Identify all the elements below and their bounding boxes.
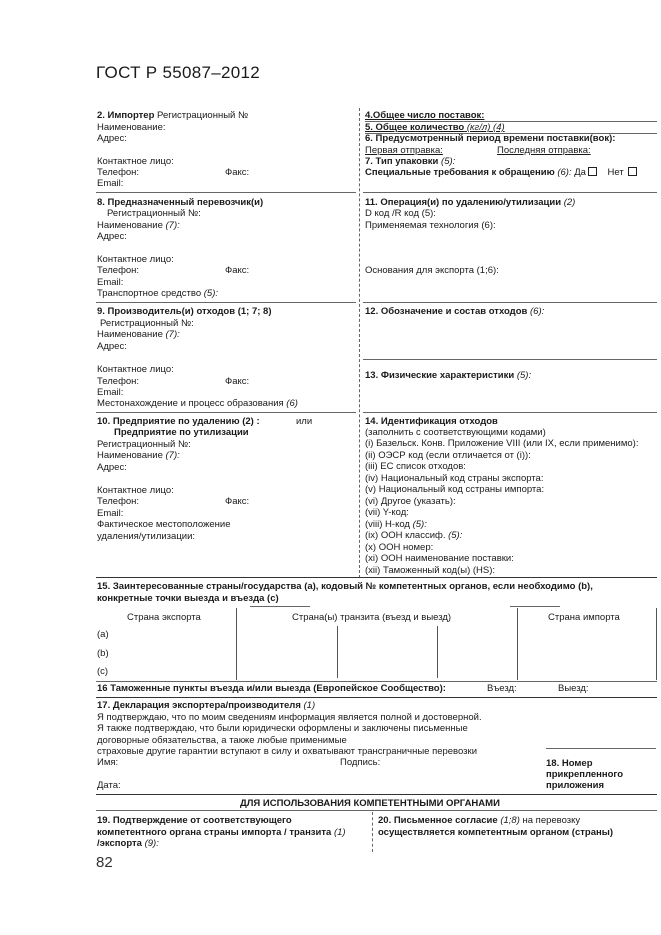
producer-fax-label: Факс: [225, 376, 250, 387]
waste-code-item: (iv) Национальный код страны экспорта: [365, 473, 544, 484]
divider-before-s16 [96, 681, 657, 682]
countries-column-divider [656, 608, 657, 680]
declaration-line: Я также подтверждаю, что были юридически оформлены и заключены письменные [97, 723, 468, 734]
facility-phone-label: Телефон: [97, 496, 140, 507]
disposal-facility-title: 10. Предприятие по удалению (2) : [97, 416, 260, 427]
declaration-line: страховые другие гарантии вступают в силу и охватывают трансграничные перевозки [97, 746, 477, 757]
producer-title: 9. Производитель(и) отходов (1; 7; 8) [97, 306, 272, 317]
facility-contact-label: Контактное лицо: [97, 485, 174, 496]
written-consent-line1: 20. Письменное согласие (1;8) на перевозку [378, 815, 581, 826]
confirmation-line3: /экспорта (9): [97, 838, 159, 849]
column-divider [359, 108, 360, 578]
countries-header-rule-2 [250, 606, 310, 607]
attachment-number-label-2: прикрепленного [546, 769, 624, 780]
waste-code-item: (iii) ЕС список отходов: [365, 461, 466, 472]
divider-after-s9 [96, 412, 356, 413]
waste-identification-title: 14. Идентификация отходов [365, 416, 498, 427]
declaration-name-label: Имя: [97, 757, 119, 768]
facility-address-label: Адрес: [97, 462, 127, 473]
waste-code-item: (ix) ООН классиф. (5): [365, 530, 463, 541]
producer-phone-label: Телефон: [97, 376, 140, 387]
import-country-header: Страна импорта [548, 612, 620, 623]
countries-title-line1: 15. Заинтересованные страны/государства (а), кодовый № компетентных органов, если необходимо (b), [97, 581, 593, 592]
attachment-number-label: 18. Номер [546, 758, 593, 769]
authority-column-divider [372, 812, 373, 852]
divider-before-authority [96, 794, 657, 795]
producer-reg-label: Регистрационный №: [100, 318, 194, 329]
waste-code-item: (xi) ООН наименование поставки: [365, 553, 514, 564]
countries-title-line2: конкретные точки выезда и въезда (с) [97, 593, 279, 604]
carrier-transport-label: Транспортное средство (5): [97, 288, 219, 299]
authority-use-title: ДЛЯ ИСПОЛЬЗОВАНИЯ КОМПЕТЕНТНЫМИ ОРГАНАМИ [240, 798, 500, 809]
export-country-header: Страна экспорта [127, 612, 201, 623]
waste-designation-title: 12. Обозначение и состав отходов (6): [365, 306, 545, 317]
facility-fax-label: Факс: [225, 496, 250, 507]
facility-name-label: Наименование (7): [97, 450, 180, 461]
confirmation-line2: компетентного органа страны импорта / транзита (1) [97, 827, 346, 838]
shipment-period-label: 6. Предусмотренный период времени поставки(вок): [365, 133, 616, 144]
yes-checkbox[interactable] [588, 167, 597, 176]
waste-code-item: (v) Национальный код сстраны импорта: [365, 484, 545, 495]
actual-location-label: Фактическое местоположение [97, 519, 231, 530]
customs-points-title: 16 Таможенные пункты въезда и/или выезда (Европейское Сообщество): [97, 683, 446, 694]
export-reasons-label: Основания для экспорта (1;6): [365, 265, 499, 276]
first-shipment-label: Первая отправка: [365, 145, 443, 156]
d-r-code-label: D код /R код (5): [365, 208, 436, 219]
importer-email-label: Email: [97, 178, 124, 189]
country-row-label: (c) [97, 666, 109, 677]
facility-email-label: Email: [97, 508, 124, 519]
customs-exit-label: Выезд: [558, 683, 589, 694]
producer-name-label: Наименование (7): [97, 329, 180, 340]
divider-after-s13 [363, 412, 657, 413]
importer-fax-label: Факс: [225, 167, 250, 178]
special-handling-label: Специальные требования к обращению (6): Да Нет [365, 167, 637, 178]
countries-column-divider [517, 608, 518, 680]
divider-after-s2 [96, 192, 356, 193]
producer-contact-label: Контактное лицо: [97, 364, 174, 375]
countries-column-divider [337, 626, 338, 678]
carrier-phone-label: Телефон: [97, 265, 140, 276]
carrier-title: 8. Предназначенный перевозчик(и) [97, 197, 264, 208]
divider-after-s8 [96, 302, 356, 303]
packaging-type-label: 7. Тип упаковки (5): [365, 156, 456, 167]
declaration-date-label: Дата: [97, 780, 121, 791]
waste-identification-subtitle: (заполнить с соответствующими кодами) [365, 427, 546, 438]
facility-reg-label: Регистрационный №: [97, 439, 191, 450]
transit-country-header: Страна(ы) транзита (въезд и выезд) [292, 612, 452, 623]
importer-phone-label: Телефон: [97, 167, 140, 178]
total-quantity-label: 5. Общее количество (кг/л) (4) [365, 122, 505, 133]
countries-header-rule [510, 606, 560, 607]
disposal-operation-title: 11. Операция(и) по удалению/утилизации (2) [365, 197, 576, 208]
divider-after-authority [96, 810, 657, 811]
waste-code-item: (viii) H-код (5): [365, 519, 427, 530]
waste-code-item: (x) ООН номер: [365, 542, 434, 553]
importer-address-label: Адрес: [97, 133, 127, 144]
recovery-facility-title: Предприятие по утилизации [114, 427, 249, 438]
waste-code-item: (vi) Другое (указать): [365, 496, 456, 507]
standard-header: ГОСТ Р 55087–2012 [96, 63, 261, 82]
carrier-name-label: Наименование (7): [97, 220, 180, 231]
producer-email-label: Email: [97, 387, 124, 398]
divider-after-s11 [363, 302, 657, 303]
attachment-box-top [546, 748, 656, 749]
carrier-contact-label: Контактное лицо: [97, 254, 174, 265]
written-consent-line2: осуществляется компетентным органом (страны) [378, 827, 614, 838]
waste-code-item: (ii) ОЭСР код (если отличается от (i)): [365, 450, 531, 461]
declaration-line: договорные обязательства, а также любые применимые [97, 735, 347, 746]
countries-column-divider [437, 626, 438, 678]
carrier-address-label: Адрес: [97, 231, 127, 242]
carrier-email-label: Email: [97, 277, 124, 288]
waste-code-item: (xii) Таможенный код(ы) (HS): [365, 565, 496, 576]
declaration-title: 17. Декларация экспортера/производителя (1) [97, 700, 316, 711]
carrier-fax-label: Факс: [225, 265, 250, 276]
country-row-label: (a) [97, 629, 109, 640]
total-shipments-label: 4.Общее число поставок: [365, 110, 485, 121]
divider-before-s15 [96, 577, 657, 578]
page-number: 82 [96, 854, 113, 871]
divider-before-s17 [96, 697, 657, 698]
actual-location-label-2: удаления/утилизации: [97, 531, 196, 542]
confirmation-line1: 19. Подтверждение от соответствующего [97, 815, 292, 826]
last-shipment-label: Последняя отправка: [497, 145, 591, 156]
divider-after-s12 [363, 359, 657, 360]
no-checkbox[interactable] [628, 167, 637, 176]
customs-entry-label: Въезд: [487, 683, 517, 694]
countries-column-divider [236, 608, 237, 680]
importer-name-label: Наименование: [97, 122, 166, 133]
producer-address-label: Адрес: [97, 341, 127, 352]
physical-characteristics-title: 13. Физические характеристики (5): [365, 370, 532, 381]
declaration-line: Я подтверждаю, что по моим сведениям информация является полной и достоверной. [97, 712, 482, 723]
disposal-or-label: или [296, 416, 313, 427]
carrier-reg-label: Регистрационный №: [107, 208, 201, 219]
technology-label: Применяемая технология (6): [365, 220, 496, 231]
divider-after-s7 [363, 192, 657, 193]
waste-code-item: (vii) Y-код: [365, 507, 409, 518]
importer-contact-label: Контактное лицо: [97, 156, 174, 167]
producer-location-label: Местонахождение и процесс образования (6) [97, 398, 298, 409]
waste-code-item: (i) Базельск. Конв. Приложение VIII (или IX, если применимо): [365, 438, 639, 449]
declaration-signature-label: Подпись: [340, 757, 381, 768]
attachment-number-label-3: приложения [546, 780, 604, 791]
country-row-label: (b) [97, 648, 109, 659]
importer-title: 2. Импортер Регистрационный № [97, 110, 249, 121]
